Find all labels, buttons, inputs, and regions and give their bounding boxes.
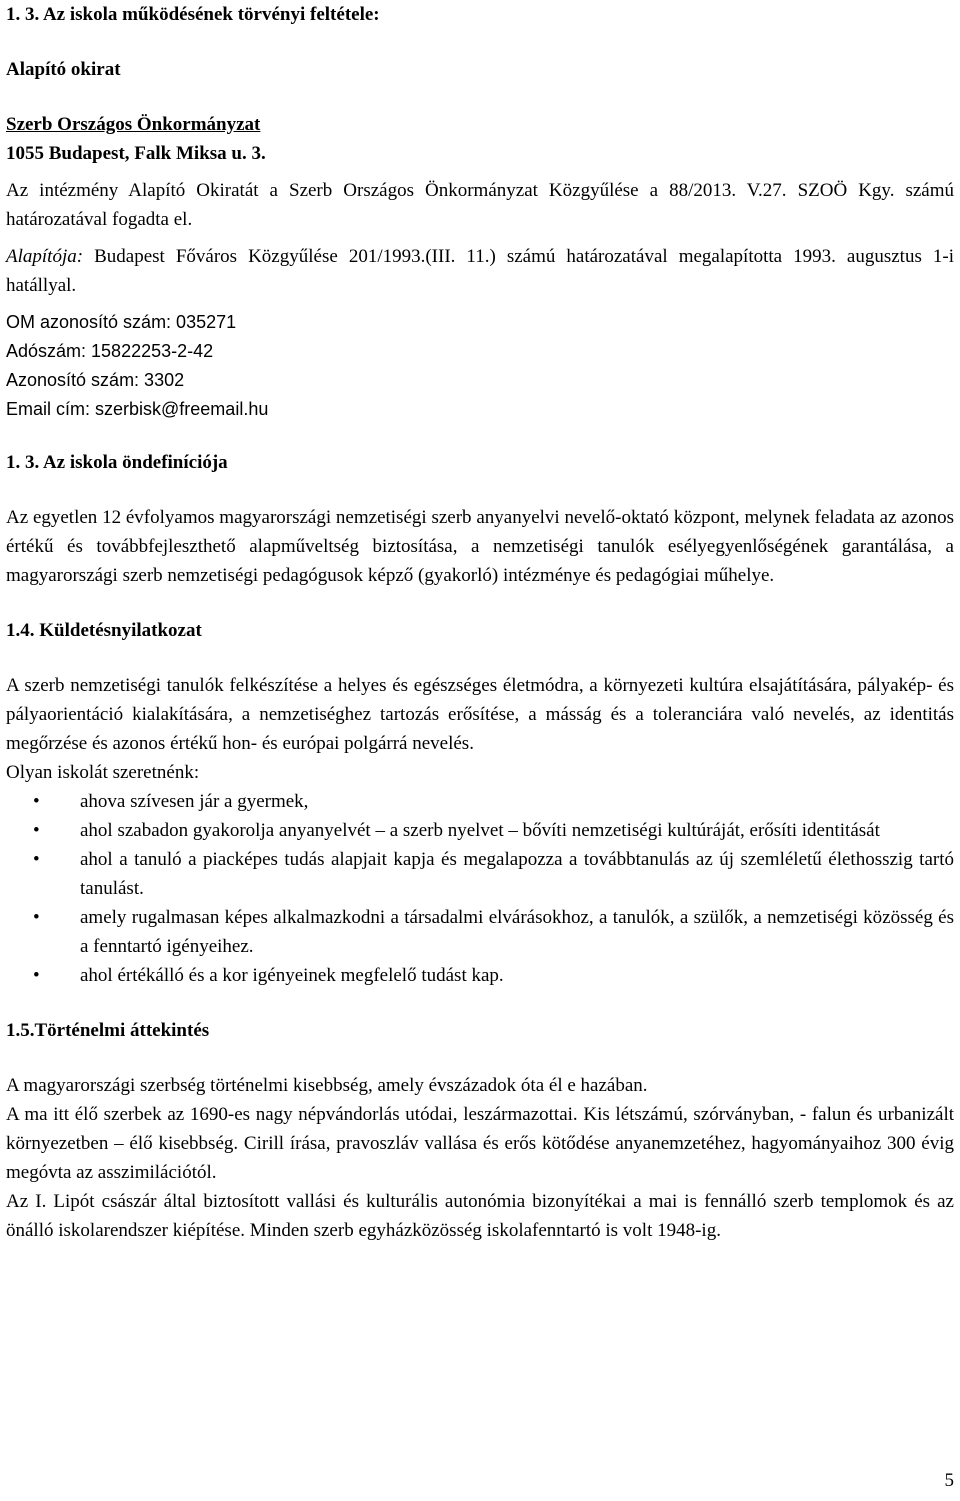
bullet-icon: • — [33, 791, 40, 812]
org-address: 1055 Budapest, Falk Miksa u. 3. — [6, 143, 266, 164]
om-id: OM azonosító szám: 035271 — [6, 312, 237, 332]
section-heading-self-definition: 1. 3. Az iskola öndefiníciója — [6, 452, 228, 473]
tax-id: Adószám: 15822253-2-42 — [6, 341, 214, 361]
email: Email cím: szerbisk@freemail.hu — [6, 399, 269, 419]
deed-title: Alapító okirat — [6, 59, 121, 80]
org-name: Szerb Országos Önkormányzat — [6, 114, 261, 135]
list-item: • ahol a tanuló a piacképes tudás alapjait kapja és megalapozza a továbbtanulás az új szemléletű élethosszig tartó tanulást. — [6, 845, 954, 903]
history-paragraph-3: Az I. Lipót császár által biztosított vallási és kulturális autonómia bizonyítékai a mai is fennálló szerb templomok és az önálló iskolarendszer kiépítése. Minden szerb egyházközösség iskolafenntartó is volt 1948-ig. — [6, 1191, 954, 1241]
bullet-icon: • — [33, 965, 40, 986]
founder-paragraph — [6, 242, 954, 300]
list-item: • amely rugalmasan képes alkalmazkodni a társadalmi elvárásokhoz, a tanulók, a szülők, a nemzetiségi közösség és a fenntartó igényeihez. — [6, 903, 954, 961]
founder-text: Budapest Főváros Közgyűlése 201/1993.(III. 11.) számú határozatával megalapította 1993. augusztus 1-i hatállyal. — [6, 246, 954, 296]
section-heading-mission: 1.4. Küldetésnyilatkozat — [6, 620, 202, 641]
founder-label: Alapítója: — [6, 246, 84, 267]
section-heading-legal: 1. 3. Az iskola működésének törvényi feltétele: — [6, 4, 380, 25]
adoption-text: Az intézmény Alapító Okiratát a Szerb Országos Önkormányzat Közgyűlése a 88/2013. V.27. SZOÖ Kgy. számú határozatával fogadta el. — [6, 180, 954, 230]
history-paragraph-1: A magyarországi szerbség történelmi kisebbség, amely évszázadok óta él e hazában. — [6, 1075, 648, 1096]
id-block — [6, 308, 954, 424]
document-content — [6, 0, 954, 1245]
bullet-icon: • — [33, 849, 40, 870]
mission-text: A szerb nemzetiségi tanulók felkészítése a helyes és egészséges életmódra, a környezeti kultúra elsajátítására, pályakép- és pályaorientáció kialakítására, a nemzetiséghez tartozás erősítése, a másság és a toleranciára való nevelés, az identitás megőrzése és azonos értékű hon- és európai polgárrá nevelés. — [6, 675, 954, 754]
list-item: • ahol értékálló és a kor igényeinek megfelelő tudást kap. — [6, 961, 954, 990]
reg-id: Azonosító szám: 3302 — [6, 370, 185, 390]
mission-list — [6, 787, 954, 990]
bullet-icon: • — [33, 820, 40, 841]
list-item: • ahova szívesen jár a gyermek, — [6, 787, 954, 816]
list-item: • ahol szabadon gyakorolja anyanyelvét – a szerb nyelvet – bővíti nemzetiségi kultúráját, erősíti identitását — [6, 816, 954, 845]
section-heading-history: 1.5.Történelmi áttekintés — [6, 1020, 210, 1041]
page-number: 5 — [944, 1470, 954, 1491]
mission-intro: Olyan iskolát szeretnénk: — [6, 762, 200, 783]
self-definition-text: Az egyetlen 12 évfolyamos magyarországi nemzetiségi szerb anyanyelvi nevelő-oktató központ, melynek feladata az azonos értékű és továbbfejleszthető alapműveltség biztosítása, a nemzetiségi tanulók esélyegyenlőségének garantálása, a magyarországi szerb nemzetiségi pedagógusok képző (gyakorló) intézménye és pedagógiai műhelye. — [6, 507, 954, 586]
history-paragraph-2: A ma itt élő szerbek az 1690-es nagy népvándorlás utódai, leszármazottai. Kis létszámú, szórványban, - falun és urbanizált környezetben – élő kisebbség. Cirill írása, pravoszláv vallása és erős kötődése anyanemzetéhez, hagyományaihoz 300 évig megóvta az asszimilációtól. — [6, 1104, 954, 1183]
bullet-icon: • — [33, 907, 40, 928]
